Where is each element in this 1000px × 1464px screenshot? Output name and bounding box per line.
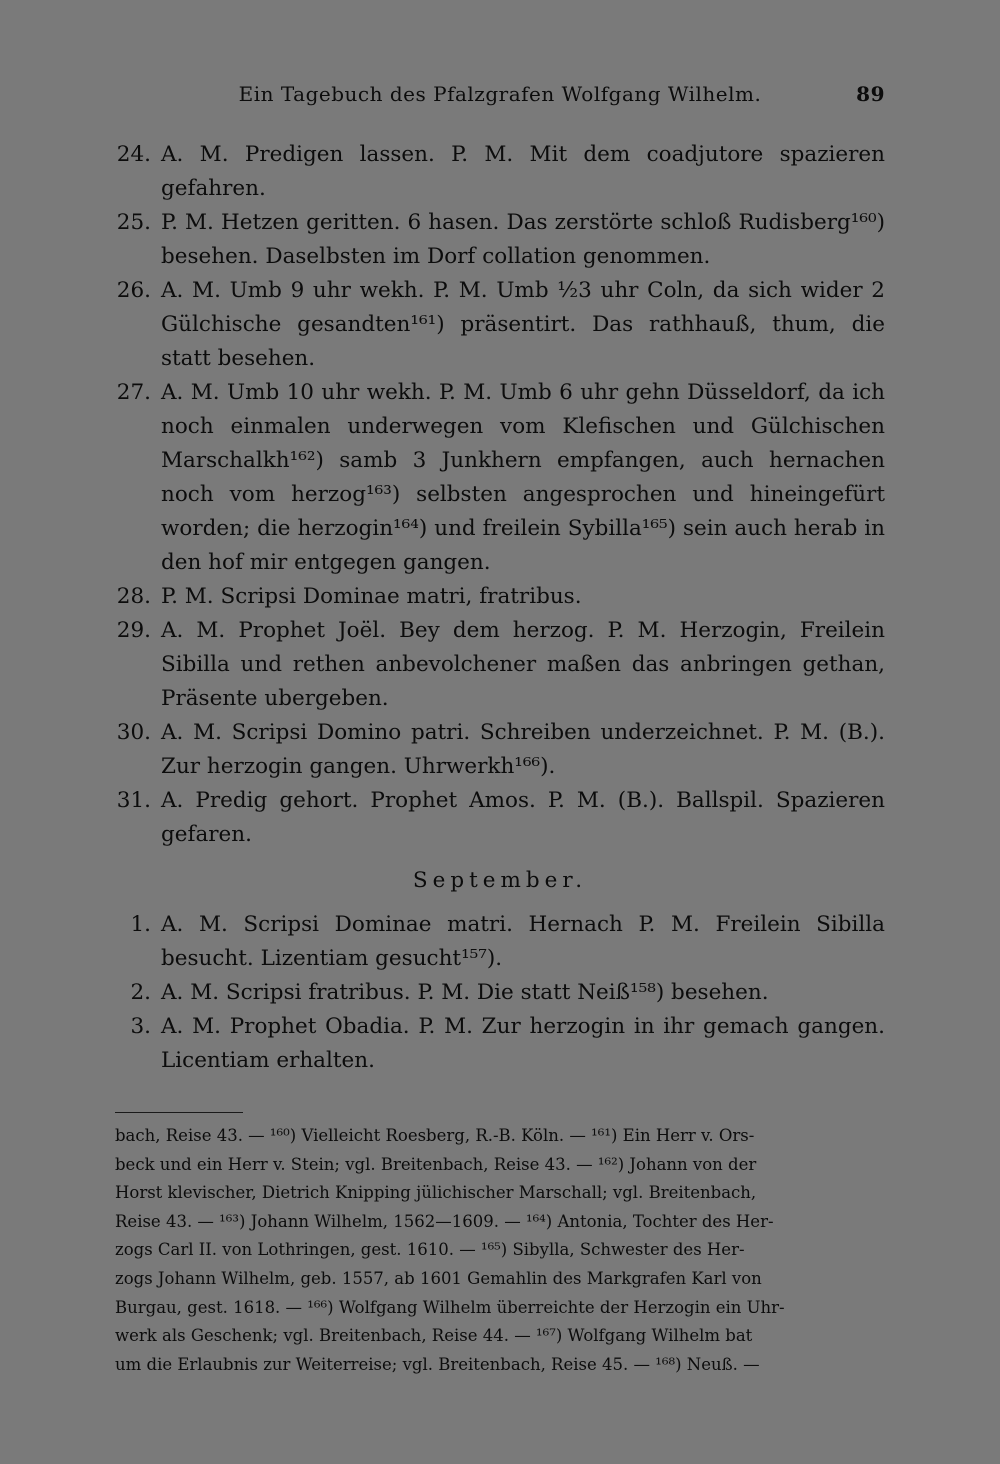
diary-entry [115,376,885,580]
page-number: 89 [856,82,885,106]
entry-day: 28. [116,584,151,609]
entry-day: 1. [130,912,151,937]
footnote-line: zogs Johann Wilhelm, geb. 1557, ab 1601 Gemahlin des Markgrafen Karl von [115,1268,762,1288]
footnotes [115,1122,885,1379]
entry-text: A. M. Scripsi fratribus. P. M. Die statt Neiß¹⁵⁸) besehen. [161,980,769,1005]
diary-entry [115,1010,885,1078]
entry-day: 3. [130,1014,151,1039]
footnote-line: Reise 43. — ¹⁶³) Johann Wilhelm, 1562—1609. — ¹⁶⁴) Antonia, Tochter des Her- [115,1211,774,1231]
entry-day: 30. [116,720,151,745]
entry-day: 26. [116,278,151,303]
entry-text: A. M. Umb 10 uhr wekh. P. M. Umb 6 uhr gehn Düsseldorf, da ich noch einmalen underwegen vom Klefischen und Gülchischen Marschalkh¹⁶²) samb 3 Junkhern empfangen, auch hernachen noch vom herzog¹⁶³) selbsten angesprochen und hineingefürt worden; die herzogin¹⁶⁴) und freilein Sybilla¹⁶⁵) sein auch herab in den hof mir entgegen gangen. [161,380,885,575]
entry-text: P. M. Hetzen geritten. 6 hasen. Das zerstörte schloß Rudisberg¹⁶⁰) besehen. Daselbsten im Dorf collation genommen. [161,210,885,269]
diary-entry [115,274,885,376]
footnote-line: zogs Carl II. von Lothringen, gest. 1610. — ¹⁶⁵) Sibylla, Schwester des Her- [115,1240,745,1260]
entry-text: A. M. Predigen lassen. P. M. Mit dem coadjutore spazieren gefahren. [161,142,885,201]
running-header [115,82,885,112]
footnote-line: Burgau, gest. 1618. — ¹⁶⁶) Wolfgang Wilhelm überreichte der Herzogin ein Uhr- [115,1297,785,1317]
entry-day: 31. [116,788,151,813]
running-title: Ein Tagebuch des Pfalzgrafen Wolfgang Wilhelm. [238,82,762,106]
footnote-line: werk als Geschenk; vgl. Breitenbach, Reise 44. — ¹⁶⁷) Wolfgang Wilhelm bat [115,1326,753,1346]
entry-text: A. M. Scripsi Domino patri. Schreiben underzeichnet. P. M. (B.). Zur herzogin gangen. Uhrwerkh¹⁶⁶). [161,720,885,779]
entry-text: A. M. Scripsi Dominae matri. Hernach P. M. Freilein Sibilla besucht. Lizentiam gesucht¹⁵⁷). [161,912,885,971]
diary-entries [115,138,885,1078]
diary-entry [115,908,885,976]
entry-text: A. M. Prophet Joël. Bey dem herzog. P. M. Herzogin, Freilein Sibilla und rethen anbevolchener maßen das anbringen gethan, Präsente ubergeben. [161,618,885,711]
diary-entry [115,206,885,274]
diary-entry [115,580,885,614]
entry-day: 25. [116,210,151,235]
entry-day: 24. [116,142,151,167]
month-heading: September. [412,868,588,893]
diary-entry [115,614,885,716]
entry-day: 29. [116,618,151,643]
entry-day: 2. [130,980,151,1005]
diary-entry [115,784,885,852]
entry-text: P. M. Scripsi Dominae matri, fratribus. [161,584,582,609]
entry-text: A. Predig gehort. Prophet Amos. P. M. (B.). Ballspil. Spazieren gefaren. [161,788,885,847]
diary-entry [115,976,885,1010]
entry-text: A. M. Umb 9 uhr wekh. P. M. Umb ½3 uhr Coln, da sich wider 2 Gülchische gesandten¹⁶¹) präsentirt. Das rathhauß, thum, die statt besehen. [161,278,885,371]
footnote-divider [115,1112,243,1113]
footnote-line: bach, Reise 43. — ¹⁶⁰) Vielleicht Roesberg, R.-B. Köln. — ¹⁶¹) Ein Herr v. Ors- [115,1126,755,1145]
footnote-line: um die Erlaubnis zur Weiterreise; vgl. Breitenbach, Reise 45. — ¹⁶⁸) Neuß. — [115,1354,760,1374]
diary-entry [115,138,885,206]
footnote-line: Horst klevischer, Dietrich Knipping jülichischer Marschall; vgl. Breitenbach, [115,1183,757,1203]
entry-text: A. M. Prophet Obadia. P. M. Zur herzogin in ihr gemach gangen. Licentiam erhalten. [161,1014,885,1073]
entry-day: 27. [116,380,151,405]
footnote-line: beck und ein Herr v. Stein; vgl. Breitenbach, Reise 43. — ¹⁶²) Johann von der [115,1154,757,1174]
diary-entry [115,716,885,784]
